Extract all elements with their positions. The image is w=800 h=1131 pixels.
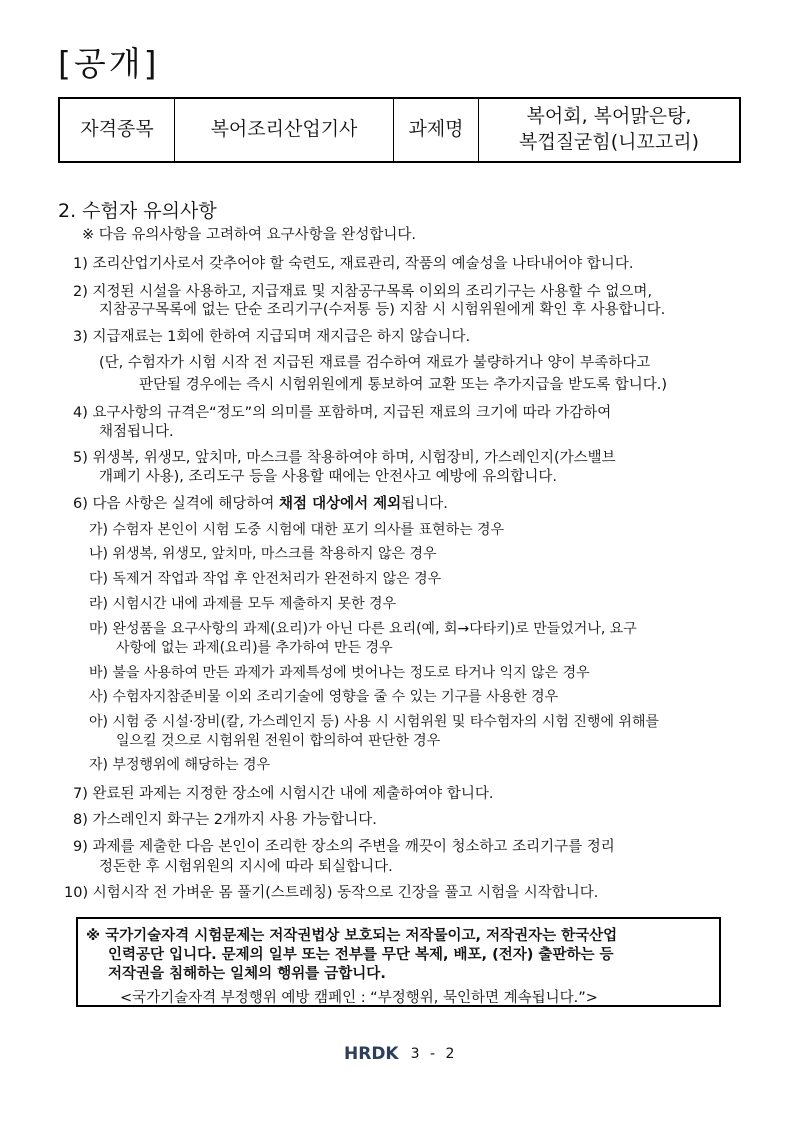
item-1: 1) 조리산업기사로서 갖추어야 할 숙련도, 재료관리, 작품의 예술성을 나타내어야 합니다. bbox=[73, 256, 634, 272]
item-3: 3) 지급재료는 1회에 한하여 지급되며 재지급은 하지 않습니다. bbox=[73, 329, 471, 345]
section-note: ※ 다음 유의사항을 고려하여 요구사항을 완성합니다. bbox=[82, 227, 416, 243]
subitem-ja: 자) 부정행위에 해당하는 경우 bbox=[89, 757, 271, 773]
subitem-na: 나) 위생복, 위생모, 앞치마, 마스크를 착용하지 않은 경우 bbox=[89, 546, 437, 562]
item-2-line1: 2) 지정된 시설을 사용하고, 지급재료 및 지참공구목록 이외의 조리기구는 사용할 수 없으며, bbox=[73, 284, 653, 300]
item-4-line2: 채점됩니다. bbox=[99, 424, 174, 440]
qualification-label: 자격종목 bbox=[59, 98, 175, 162]
copyright-line1: ※ 국가기술자격 시험문제는 저작권법상 보호되는 저작물이고, 저작권자는 한국산업 bbox=[86, 928, 618, 944]
copyright-notice-box bbox=[76, 917, 721, 1007]
subitem-sa: 사) 수험자지참준비물 이외 조리기술에 영향을 줄 수 있는 기구를 사용한 경우 bbox=[89, 689, 559, 705]
item-9-line1: 9) 과제를 제출한 다음 본인이 조리한 장소의 주변을 깨끗이 청소하고 조리기구를 정리 bbox=[73, 839, 615, 855]
item-5-line2: 개폐기 사용), 조리도구 등을 사용할 때에는 안전사고 예방에 유의합니다. bbox=[99, 469, 557, 485]
subitem-ga: 가) 수험자 본인이 시험 도중 시험에 대한 포기 의사를 표현하는 경우 bbox=[89, 522, 505, 538]
item-3-note-line1: (단, 수험자가 시험 시작 전 지급된 재료를 검수하여 재료가 불량하거나 양이 부족하다고 bbox=[99, 355, 651, 371]
item-4-line1: 4) 요구사항의 규격은“정도”의 의미를 포함하며, 지급된 재료의 크기에 따라 가감하여 bbox=[73, 405, 612, 421]
copyright-line3: 저작권을 침해하는 일체의 행위를 금합니다. bbox=[108, 966, 386, 982]
task-value-line1: 복어회, 복어맑은탕, bbox=[526, 105, 692, 128]
task-value bbox=[479, 98, 741, 162]
subitem-ma-line1: 마) 완성품을 요구사항의 과제(요리)가 아닌 다른 요리(예, 회→다타키)로 만들었거나, 요구 bbox=[89, 621, 637, 637]
item-3-note-line2: 판단될 경우에는 즉시 시험위원에게 통보하여 교환 또는 추가지급을 받도록 합니다.) bbox=[139, 377, 667, 393]
item-8: 8) 가스레인지 화구는 2개까지 사용 가능합니다. bbox=[73, 812, 377, 828]
copyright-line2: 인력공단 입니다. 문제의 일부 또는 전부를 무단 복제, 배포, (전자) 출판하는 등 bbox=[108, 947, 614, 963]
section-title: 2. 수험자 유의사항 bbox=[58, 200, 217, 222]
item-10: 10) 시험시작 전 가벼운 몸 풀기(스트레칭) 동작으로 긴장을 풀고 시험을 시작합니다. bbox=[64, 885, 599, 901]
item-9-line2: 정돈한 후 시험위원의 지시에 따라 퇴실합니다. bbox=[99, 859, 393, 875]
hrdk-logo: HRDK bbox=[344, 1044, 399, 1064]
subitem-ra: 라) 시험시간 내에 과제를 모두 제출하지 못한 경우 bbox=[89, 596, 397, 612]
item-6 bbox=[73, 492, 448, 513]
disclosure-tag: [공개] bbox=[58, 44, 160, 83]
subitem-ma-line2: 사항에 없는 과제(요리)를 추가하여 만든 경우 bbox=[116, 640, 393, 656]
page-number: 3 - 2 bbox=[410, 1046, 458, 1062]
campaign-line: <국가기술자격 부정행위 예방 캠페인 : “부정행위, 묵인하면 계속됩니다.”> bbox=[120, 990, 598, 1006]
item-7: 7) 완료된 과제는 지정한 장소에 시험시간 내에 제출하여야 합니다. bbox=[73, 786, 494, 802]
item-5-line1: 5) 위생복, 위생모, 앞치마, 마스크를 착용하여야 하며, 시험장비, 가스레인지(가스밸브 bbox=[73, 450, 616, 466]
task-label: 과제명 bbox=[394, 98, 479, 162]
subitem-a-line1: 아) 시험 중 시설·장비(칼, 가스레인지 등) 사용 시 시험위원 및 타수험자의 시험 진행에 위해를 bbox=[89, 714, 660, 730]
header-table bbox=[58, 97, 741, 163]
item-6-emphasis: 채점 대상에서 제외 bbox=[279, 496, 402, 512]
qualification-value: 복어조리산업기사 bbox=[175, 98, 394, 162]
subitem-a-line2: 일으킬 것으로 시험위원 전원이 합의하여 판단한 경우 bbox=[116, 733, 441, 749]
page-footer bbox=[344, 1044, 457, 1064]
item-6-text: 6) 다음 사항은 실격에 해당하여 bbox=[73, 496, 280, 512]
item-2-line2: 지참공구목록에 없는 단순 조리기구(수저통 등) 지참 시 시험위원에게 확인 후 사용합니다. bbox=[99, 302, 666, 318]
subitem-da: 다) 독제거 작업과 작업 후 안전처리가 완전하지 않은 경우 bbox=[89, 571, 442, 587]
item-6-end: 됩니다. bbox=[401, 496, 448, 512]
task-value-line2: 복껍질굳힘(니꼬고리) bbox=[518, 131, 699, 153]
subitem-ba: 바) 불을 사용하여 만든 과제가 과제특성에 벗어나는 정도로 타거나 익지 않은 경우 bbox=[89, 665, 590, 681]
